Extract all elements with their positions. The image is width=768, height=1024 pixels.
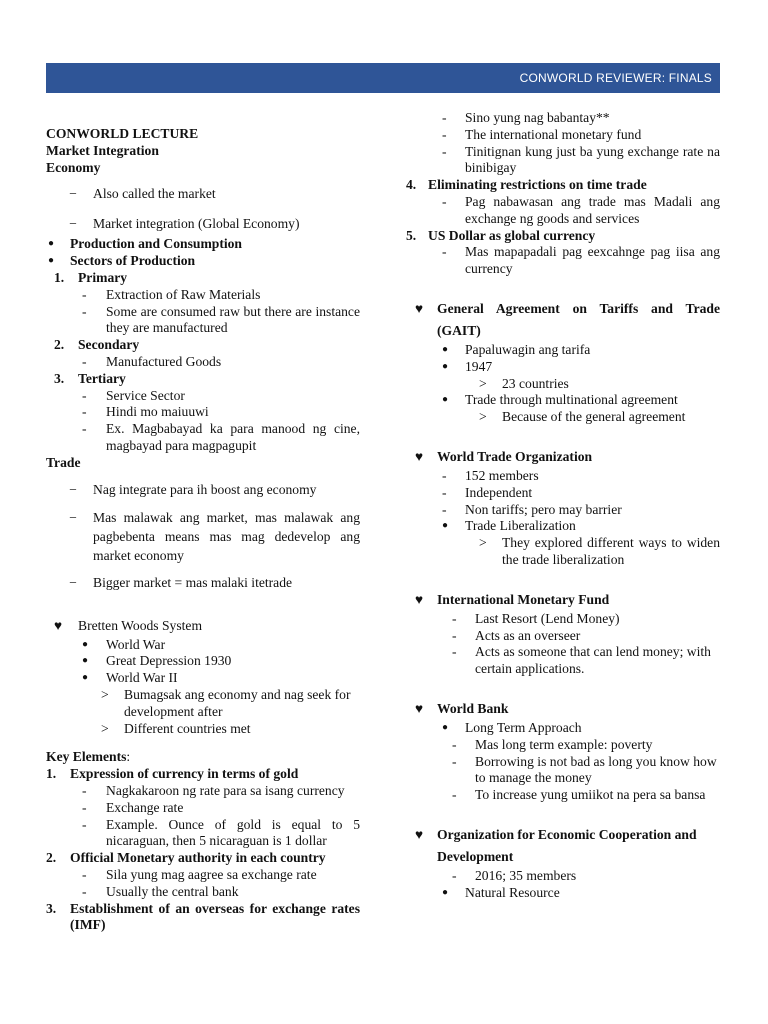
list-item: 1. Primary [54,269,128,285]
list-item: - Exchange rate [82,799,184,815]
list-item: - 2016; 35 members [452,867,577,883]
bullet-icon: ● [442,520,449,532]
list-item: - Service Sector [82,387,185,403]
list-item: ● World War II [82,670,178,686]
heading-market-integration: Market Integration [46,142,159,158]
list-item: ● Great Depression 1930 [82,653,232,669]
list-item: - To increase yung umiikot na pera sa bansa [452,787,706,803]
list-item: > Bumagsak ang economy and nag seek for development after [101,686,351,719]
heart-icon: ♥ [415,448,424,464]
list-item: − Market integration (Global Economy) [69,216,300,232]
page-header-bar [46,63,720,93]
list-item: ♥ International Monetary Fund [406,589,720,611]
heading-key-elements: Key Elements: [46,749,131,765]
list-item: - Hindi mo maiuuwi [82,404,209,420]
list-item: ● Production and Consumption [47,236,242,252]
arrow-icon: > [479,375,487,391]
heading-economy: Economy [46,159,101,175]
heart-icon: ♥ [415,300,424,316]
list-item: > They explored different ways to widen the trade liberalization [479,535,720,567]
list-item: - Sila yung mag aagree sa exchange rate [82,866,317,882]
bullet-icon: ● [442,343,449,355]
list-item: - Usually the central bank [82,883,239,899]
list-item: − Nag integrate para ih boost ang economy [69,481,317,497]
list-item: ● Trade Liberalization [442,518,576,534]
list-item: - Tinitignan kung just ba yung exchange rate na binibigay [442,143,720,176]
header-title: CONWORLD REVIEWER: FINALS [519,71,712,85]
list-item: − Also called the market [69,186,216,202]
list-item: - Borrowing is not bad as long you know how to manage the money [452,753,717,786]
list-item: 1. Expression of currency in terms of gold [46,766,299,782]
list-item: - Manufactured Goods [82,353,222,369]
heart-icon: ♥ [415,826,424,842]
list-item: 2. Official Monetary authority in each country [46,850,326,866]
list-item: ♥ Bretten Woods System [46,615,360,637]
list-item: ♥ World Bank [406,698,720,720]
lecture-title: CONWORLD LECTURE [46,126,199,141]
list-item: ● Long Term Approach [442,719,582,735]
list-item: 5. US Dollar as global currency [406,227,596,243]
list-item: 3. Tertiary [54,370,126,386]
bullet-icon: ● [47,238,55,250]
bullet-icon: ● [442,360,449,372]
list-item: - Mas mapapadali pag eexcahnge pag iisa ang currency [442,244,720,277]
right-column [406,110,720,902]
list-item: - Independent [442,484,533,500]
left-column [46,126,360,934]
list-item: 3. Establishment of an overseas for exchange rates (IMF) [46,900,360,933]
list-item: - Some are consumed raw but there are instance they are manufactured [82,303,360,336]
list-item: - Acts as an overseer [452,627,581,643]
list-item: - Acts as someone that can lend money; with certain applications. [452,644,711,677]
list-item: - The international monetary fund [442,126,642,142]
list-item: > Because of the general agreement [479,409,686,425]
list-item: - Extraction of Raw Materials [82,286,261,302]
list-item: > Different countries met [101,720,251,736]
list-item: - 152 members [442,467,539,483]
list-item: 2. Secondary [54,337,140,353]
list-item: - Mas long term example: poverty [452,736,653,752]
heart-icon: ♥ [54,617,63,633]
arrow-icon: > [479,535,487,551]
arrow-icon: > [101,720,109,736]
arrow-icon: > [101,686,109,702]
list-item: ● Trade through multinational agreement [442,392,678,408]
list-item: - Sino yung nag babantay** [442,110,610,125]
list-item: - Pag nabawasan ang trade mas Madali ang exchange ng goods and services [442,193,720,226]
heart-icon: ♥ [415,591,424,607]
list-item: ● World War [82,636,166,652]
bullet-icon: ● [442,721,449,733]
list-item: ● Sectors of Production [47,253,196,269]
heart-icon: ♥ [415,700,424,716]
list-item: ● Papaluwagin ang tarifa [442,341,591,357]
list-item: - Non tariffs; pero may barrier [442,501,622,517]
bullet-icon: ● [442,394,449,406]
list-item: - Last Resort (Lend Money) [452,610,620,626]
list-item: ● 1947 [442,358,493,374]
list-item: - Example. Ounce of gold is equal to 5 nicaraguan, then 5 nicaraguan is 1 dollar [82,816,360,849]
list-item: ♥ Organization for Economic Cooperation and Development [406,824,720,868]
heading-trade: Trade [46,454,81,470]
bullet-icon: ● [82,672,89,684]
list-item: > 23 countries [479,375,569,391]
bullet-icon: ● [442,886,449,898]
bullet-icon: ● [82,655,89,667]
list-item: 4. Eliminating restrictions on time trade [406,177,647,193]
list-item: - Ex. Magbabayad ka para manood ng cine, magbayad para magpagupit [82,421,360,453]
bullet-icon: ● [82,638,89,650]
list-item: ♥ General Agreement on Tariffs and Trade (GAIT) [406,298,720,342]
list-item: ● Natural Resource [442,884,560,900]
list-item: − Mas malawak ang market, mas malawak ang pagbebenta means mas mag dedevelop ang market economy [69,509,360,563]
list-item: ♥ World Trade Organization [406,446,720,468]
list-item: − Bigger market = mas malaki itetrade [69,574,293,590]
bullet-icon: ● [47,255,55,267]
arrow-icon: > [479,409,487,425]
list-item: - Nagkakaroon ng rate para sa isang currency [82,782,345,798]
